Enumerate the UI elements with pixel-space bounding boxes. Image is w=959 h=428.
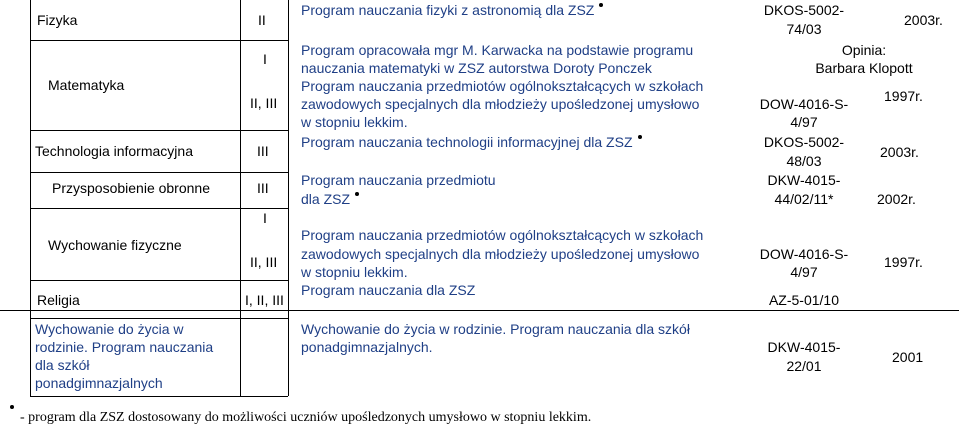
classes-fizyka: II xyxy=(258,12,266,28)
classes-matematyka-b: II, III xyxy=(250,95,278,111)
code-przysposobienie-1: DKW-4015- xyxy=(767,172,841,188)
program-przysposobienie-2: dla ZSZ xyxy=(301,190,359,208)
code-przysposobienie-2: 44/02/11* xyxy=(774,191,834,207)
subject-technologia: Technologia informacyjna xyxy=(35,143,193,159)
subject-religia: Religia xyxy=(37,292,80,308)
column-divider xyxy=(288,0,289,396)
classes-wf-b: II, III xyxy=(250,254,278,270)
code-matematyka-2: 4/97 xyxy=(790,114,818,130)
subject-matematyka: Matematyka xyxy=(48,77,125,93)
subject-fizyka: Fizyka xyxy=(37,12,78,28)
bullet-icon xyxy=(638,135,642,139)
program-religia: Program nauczania dla ZSZ xyxy=(301,282,476,298)
subject-wf: Wychowanie fizyczne xyxy=(48,237,182,253)
program-przysposobienie-1: Program nauczania przedmiotu xyxy=(301,172,496,188)
year-matematyka: 1997r. xyxy=(884,88,923,104)
bullet-icon xyxy=(599,3,603,7)
subject-wdz-4: ponadgimnazjalnych xyxy=(35,375,163,391)
column-divider xyxy=(30,0,31,396)
code-wf-1: DOW-4016-S- xyxy=(759,246,849,262)
program-wdz-1: Wychowanie do życia w rodzinie. Program nauczania dla szkół xyxy=(301,321,690,337)
classes-technologia: III xyxy=(257,143,269,159)
row-divider xyxy=(30,172,288,173)
opinion-label: Opinia: xyxy=(841,42,887,58)
column-divider xyxy=(240,0,241,396)
year-technologia: 2003r. xyxy=(880,144,919,160)
row-divider xyxy=(30,130,288,131)
code-technologia-2: 48/03 xyxy=(786,153,822,169)
program-wf-2: zawodowych specjalnych dla młodzieży upośledzonej umysłowo xyxy=(301,246,700,262)
program-wf-3: w stopniu lekkim. xyxy=(301,264,408,280)
program-matematyka-b-3: w stopniu lekkim. xyxy=(301,114,408,130)
code-wdz-2: 22/01 xyxy=(786,358,822,374)
program-matematyka-a-2: nauczania matematyki w ZSZ autorstwa Doroty Ponczek xyxy=(301,60,652,76)
code-wdz-1: DKW-4015- xyxy=(767,339,841,355)
program-wdz-2: ponadgimnazjalnych. xyxy=(301,339,433,355)
year-wdz: 2001 xyxy=(892,349,924,365)
footnote: - program dla ZSZ dostosowany do możliwości uczniów upośledzonych umysłowo w stopniu lekkim. xyxy=(20,410,592,425)
code-fizyka-2: 74/03 xyxy=(786,21,822,37)
code-matematyka-1: DOW-4016-S- xyxy=(759,96,849,112)
classes-przysposobienie: III xyxy=(257,180,269,196)
bullet-icon xyxy=(355,192,359,196)
row-divider xyxy=(30,40,288,41)
classes-wf-a: I xyxy=(263,210,267,226)
classes-matematyka-a: I xyxy=(263,51,267,67)
row-divider xyxy=(0,310,959,311)
program-technologia: Program nauczania technologii informacyjnej dla ZSZ xyxy=(301,133,642,151)
subject-wdz-2: rodzinie. Program nauczania xyxy=(35,339,214,355)
year-wf: 1997r. xyxy=(884,254,923,270)
program-matematyka-b-1: Program nauczania przedmiotów ogólnokształcących w szkołach xyxy=(301,78,704,94)
classes-religia: I, II, III xyxy=(245,292,284,308)
program-fizyka: Program nauczania fizyki z astronomią dla ZSZ xyxy=(301,1,603,19)
subject-wdz-1: Wychowanie do życia w xyxy=(35,321,184,337)
program-wf-1: Program nauczania przedmiotów ogólnokształcących w szkołach xyxy=(301,227,704,243)
row-divider xyxy=(30,208,288,209)
code-wf-2: 4/97 xyxy=(790,264,818,280)
code-religia: AZ-5-01/10 xyxy=(768,292,840,308)
row-divider xyxy=(30,396,288,397)
year-fizyka: 2003r. xyxy=(904,12,943,28)
row-divider xyxy=(30,280,288,281)
year-przysposobienie: 2002r. xyxy=(877,191,916,207)
bullet-icon xyxy=(10,405,14,409)
program-matematyka-a-1: Program opracowała mgr M. Karwacka na podstawie programu xyxy=(301,42,694,58)
code-fizyka-1: DKOS-5002- xyxy=(763,2,845,18)
row-divider xyxy=(30,318,288,319)
subject-wdz-3: dla szkół xyxy=(35,357,90,373)
subject-przysposobienie: Przysposobienie obronne xyxy=(52,180,210,196)
code-technologia-1: DKOS-5002- xyxy=(763,134,845,150)
opinion-name: Barbara Klopott xyxy=(815,60,913,76)
program-matematyka-b-2: zawodowych specjalnych dla młodzieży upośledzonej umysłowo xyxy=(301,96,700,112)
